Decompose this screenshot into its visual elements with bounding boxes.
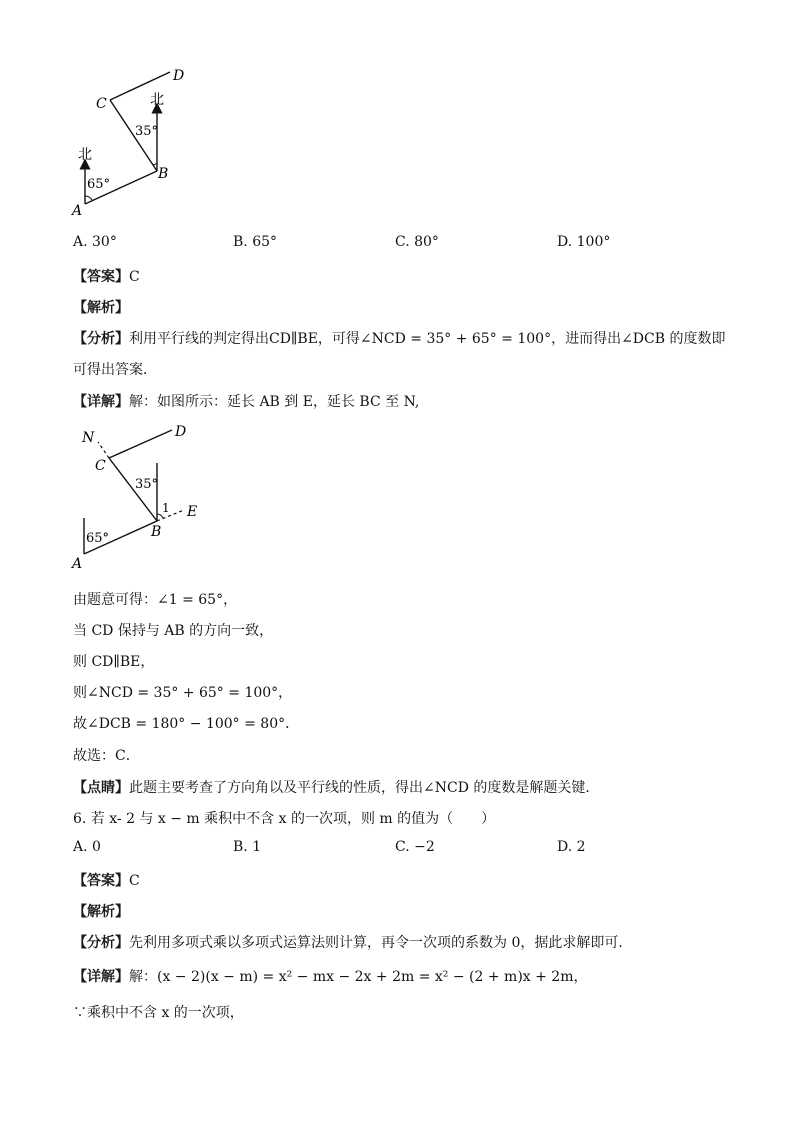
fenxi-line-2: 可得出答案． [73,362,157,378]
q6-option-c: C. −2 [395,839,435,855]
option-b: B. 65° [233,234,278,250]
angle-35-label: 35° [135,124,159,139]
step-5: 故∠DCB = 180° − 100° = 80°． [73,716,300,732]
step-4: 则∠NCD = 35° + 65° = 100°， [73,685,293,701]
label-c-2: C [95,458,106,474]
label-d: D [173,68,185,84]
q6-answer-line [73,870,140,890]
label-b: B [158,166,169,182]
dianjing-tag: 【点睛】 [73,780,129,796]
q6-option-b: B. 1 [233,839,262,855]
q6-fenxi-line [73,932,632,952]
step-2: 当 CD 保持与 AB 的方向一致， [73,623,274,639]
xiangjie-line [73,391,419,411]
step-1: 由题意可得：∠1 = 65°， [73,592,238,608]
q6-stem: 6. 若 x- 2 与 x − m 乘积中不含 x 的一次项，则 m 的值为（ ） [73,811,496,827]
angle-35-label-2: 35° [135,477,159,492]
angle-65-label: 65° [87,177,111,192]
label-angle-1: 1 [162,501,170,515]
label-c: C [96,96,107,112]
q6-xiangjie-line [73,966,588,986]
xiangjie-tag: 【详解】 [73,394,129,410]
label-b-2: B [151,524,162,540]
north-label-a: 北 [78,147,92,163]
label-e: E [187,504,198,520]
q6-xiangjie-tag: 【详解】 [73,969,129,985]
figure-1 [60,60,210,220]
dianjing-text: 此题主要考查了方向角以及平行线的性质，得出∠NCD 的度数是解题关键． [129,780,600,796]
label-a-2: A [72,556,83,572]
q6-last-line: ∵乘积中不含 x 的一次项， [73,1005,244,1021]
q6-jiexi-tag: 【解析】 [73,904,129,920]
q6-option-d: D. 2 [557,839,586,855]
q6-answer-tag: 【答案】 [73,873,129,889]
fenxi-tag: 【分析】 [73,331,129,347]
step-3: 则 CD∥BE， [73,654,155,670]
fenxi-line-1 [73,328,725,348]
answer-tag: 【答案】 [73,269,129,285]
answer-value: C [129,269,140,285]
q6-fenxi-tag: 【分析】 [73,935,129,951]
label-n: N [82,430,95,446]
option-d: D. 100° [557,234,611,250]
q6-option-a: A. 0 [73,839,101,855]
q6-fenxi-text: 先利用多项式乘以多项式运算法则计算，再令一次项的系数为 0，据此求解即可． [129,935,633,951]
segment-cd-2 [109,430,172,458]
q6-answer-value: C [129,873,140,889]
label-a: A [72,203,83,219]
angle-arc-a [85,196,92,200]
option-c: C. 80° [395,234,439,250]
angle-65-label-2: 65° [86,531,110,546]
answer-line [73,266,140,286]
q6-xiangjie-text: 解：(x − 2)(x − m) = x² − mx − 2x + 2m = x² − (2 + m)x + 2m， [129,969,588,985]
jiexi-tag: 【解析】 [73,300,129,316]
dianjing-line [73,777,599,797]
step-6: 故选：C． [73,748,140,764]
north-label-b: 北 [150,92,164,108]
xiangjie-text: 解：如图所示：延长 AB 到 E，延长 BC 至 N, [129,394,420,410]
option-a: A. 30° [73,234,117,250]
label-d-2: D [175,424,187,440]
fenxi-text-1: 利用平行线的判定得出CD∥BE，可得∠NCD = 35° + 65° = 100°，进而得出∠DCB 的度数即 [129,331,726,347]
figure-2 [62,418,222,578]
segment-cn-dashed [98,442,109,458]
